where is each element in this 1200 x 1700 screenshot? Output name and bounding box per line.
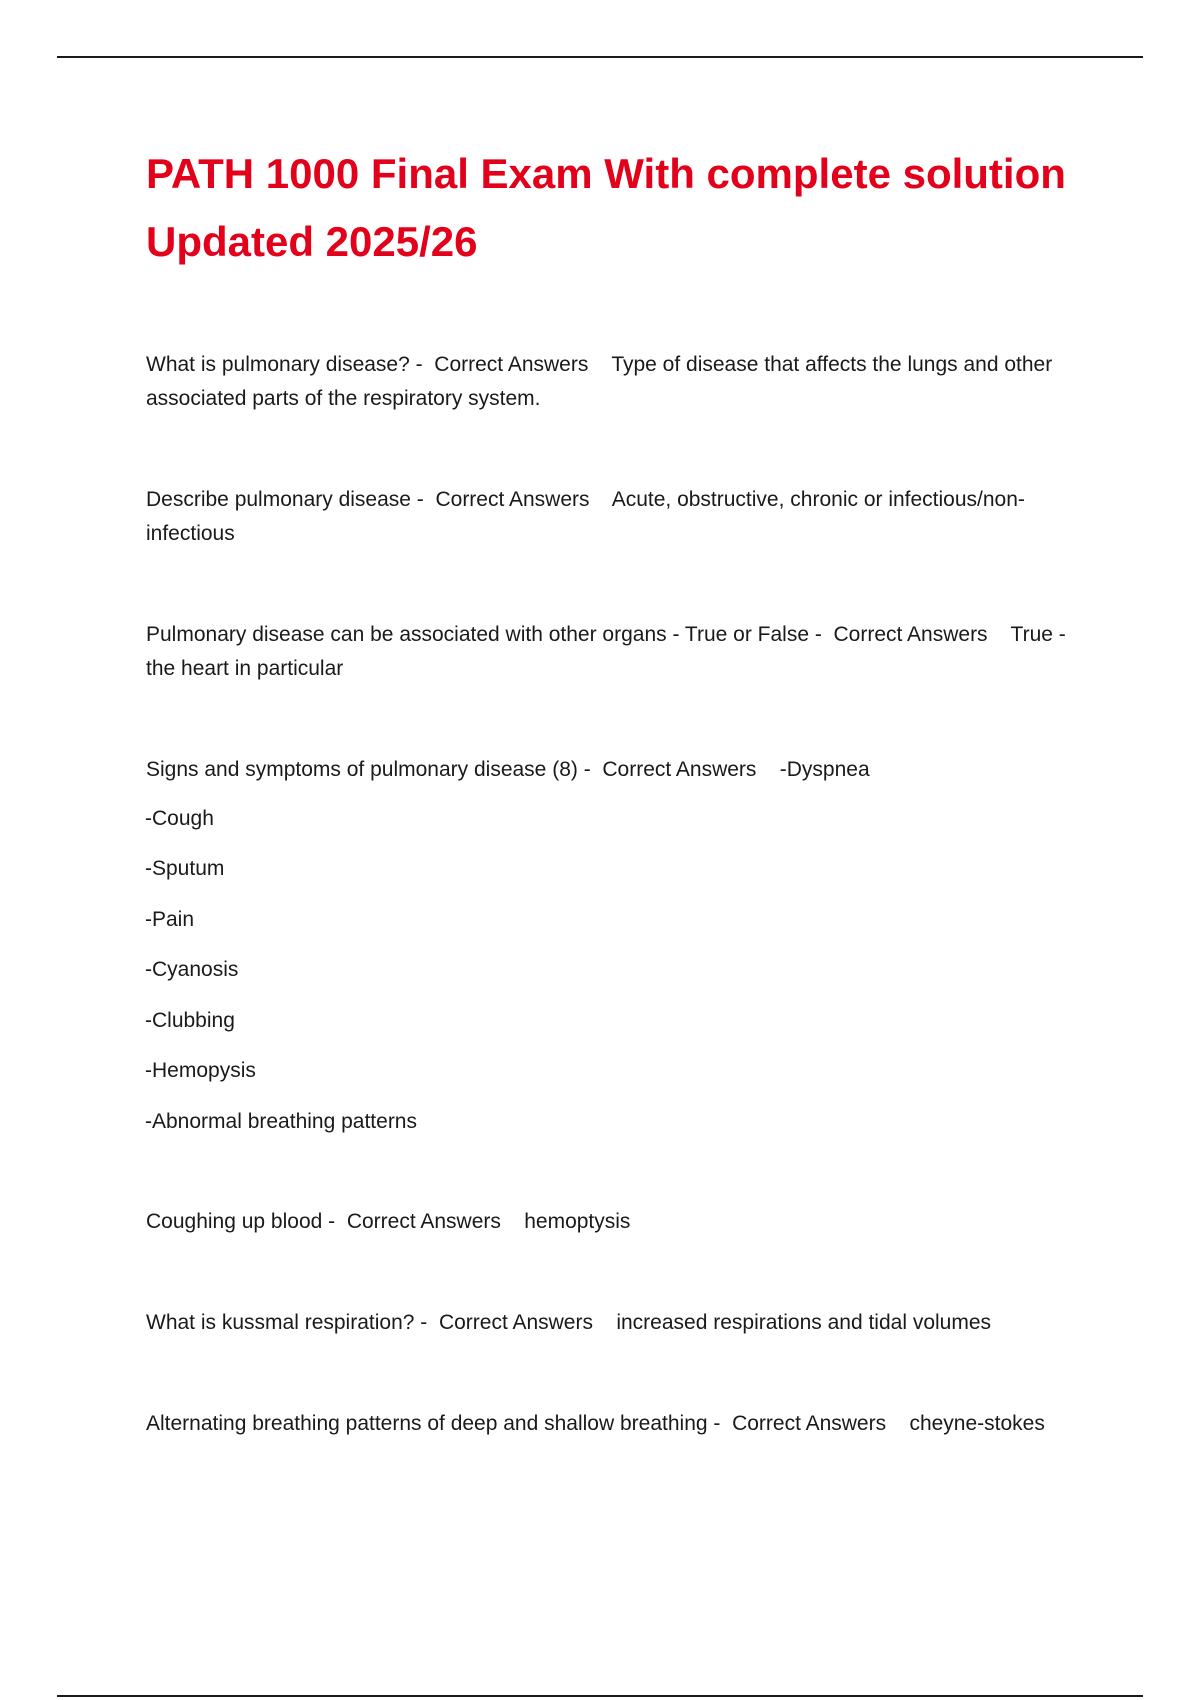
footer-rule — [57, 1695, 1143, 1697]
answer-label: Correct Answers — [833, 623, 988, 646]
document-title: PATH 1000 Final Exam With complete solution Updated 2025/26 — [146, 150, 1066, 265]
answer-text: increased respirations and tidal volumes — [616, 1311, 992, 1334]
header-rule — [57, 56, 1143, 58]
question-text: Alternating breathing patterns of deep and shallow breathing - — [146, 1412, 721, 1435]
answer-text: Acute, obstructive, chronic or infectious/non-infectious — [146, 488, 1025, 545]
answer-label: Correct Answers — [732, 1412, 887, 1435]
qa-item-3 — [146, 618, 1086, 686]
answer-label: Correct Answers — [346, 1210, 501, 1233]
answer-text: True - the heart in particular — [146, 623, 1066, 680]
symptom-list-item: -Clubbing — [145, 1009, 235, 1032]
question-text: Coughing up blood - — [146, 1210, 336, 1233]
qa-item-6 — [146, 1306, 1086, 1340]
symptom-list-item: -Abnormal breathing patterns — [145, 1110, 417, 1133]
answer-text: -Dyspnea — [779, 758, 870, 781]
answer-text: cheyne-stokes — [909, 1412, 1045, 1435]
symptom-list-item: -Sputum — [145, 857, 225, 880]
answer-label: Correct Answers — [435, 488, 590, 511]
answer-label: Correct Answers — [434, 353, 589, 376]
qa-item-2 — [146, 483, 1086, 551]
question-text: Describe pulmonary disease - — [146, 488, 424, 511]
symptom-list-item: -Cough — [145, 807, 214, 830]
symptom-list-item: -Pain — [145, 908, 195, 931]
answer-text: hemoptysis — [524, 1210, 631, 1233]
question-text: Signs and symptoms of pulmonary disease (8) - — [146, 758, 591, 781]
qa-item-5 — [146, 1205, 1086, 1239]
question-text: Pulmonary disease can be associated with other organs - True or False - — [146, 623, 822, 646]
qa-item-1 — [146, 348, 1086, 416]
symptom-list-item: -Cyanosis — [145, 958, 239, 981]
qa-item-7 — [146, 1407, 1106, 1441]
answer-text: Type of disease that affects the lungs and other associated parts of the respiratory system. — [146, 353, 1053, 410]
question-text: What is kussmal respiration? - — [146, 1311, 428, 1334]
symptom-list-item: -Hemopysis — [145, 1059, 256, 1082]
question-text: What is pulmonary disease? - — [146, 353, 423, 376]
answer-label: Correct Answers — [438, 1311, 593, 1334]
answer-label: Correct Answers — [602, 758, 757, 781]
qa-item-4 — [146, 753, 1086, 787]
